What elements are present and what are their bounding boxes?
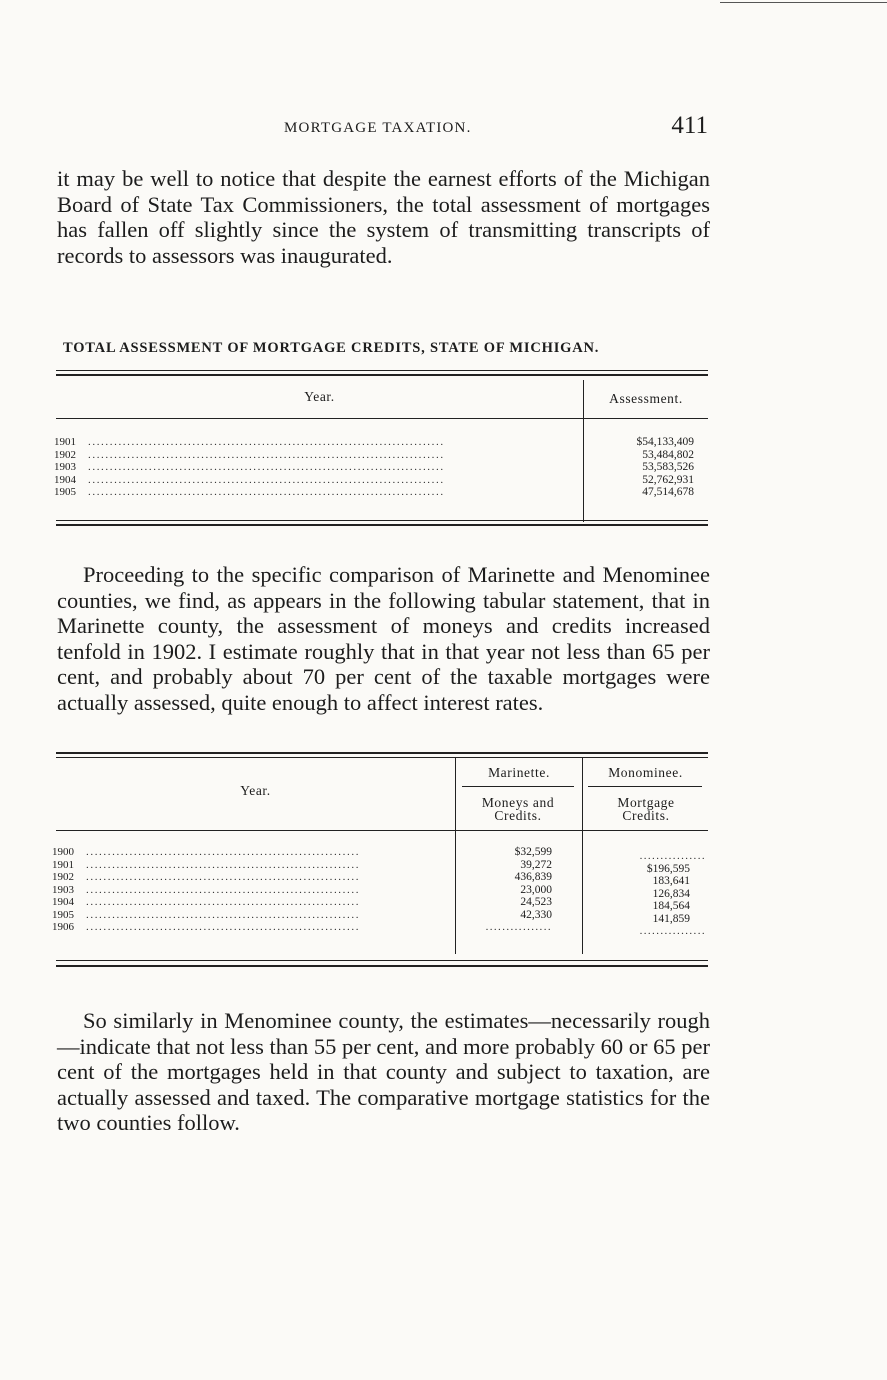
running-title: MORTGAGE TAXATION. — [284, 120, 472, 136]
top-edge-rule — [720, 2, 887, 3]
table-2-marinette-column — [458, 846, 552, 934]
table-row: 1903 ............................................................... — [52, 883, 361, 896]
marinette-cell: 436,839 — [514, 871, 552, 883]
menominee-cell: ................ — [639, 850, 706, 862]
page-number: 411 — [671, 112, 708, 139]
table-row: 1904 .................................................................................. — [54, 473, 445, 486]
table-2-subheader-menominee: Mortgage Credits. — [617, 795, 675, 823]
assessment-cell: 52,762,931 — [642, 473, 694, 486]
table-row: 1900 ............................................................... — [52, 846, 361, 858]
table-2-header-marinette: Marinette. — [488, 765, 550, 780]
table-1-header-year: Year. — [304, 389, 335, 404]
assessment-cell: 47,514,678 — [642, 486, 694, 498]
marinette-cell: 23,000 — [520, 883, 552, 896]
table-1-bottom-rule-thin — [56, 520, 708, 521]
table-2-year-column — [52, 846, 454, 934]
marinette-cell: 24,523 — [520, 896, 552, 908]
table-1-top-rule-thick — [56, 374, 708, 376]
table-1-caption: TOTAL ASSESSMENT OF MORTGAGE CREDITS, STATE OF MICHIGAN. — [63, 340, 600, 356]
table-2-menominee-column — [584, 850, 706, 938]
menominee-cell: 183,641 — [652, 875, 690, 887]
table-1-bottom-rule-thick — [56, 524, 708, 526]
table-2-divider-2 — [582, 758, 583, 954]
marinette-cell: 39,272 — [520, 858, 552, 871]
table-row: 1901 ............................................................... — [52, 858, 361, 871]
table-2-marinette-group-rule — [462, 786, 574, 787]
paragraph-1: it may be well to notice that despite the earnest efforts of the Michigan Board of State Tax Commissioners, the total assessment of mortgages has fallen off slightly since the system of transmitting transcripts of records to assessors was inaugurated. — [57, 166, 710, 268]
menominee-cell: $196,595 — [646, 862, 690, 875]
menominee-cell: 126,834 — [652, 887, 690, 900]
table-2-bottom-rule-thin — [56, 960, 708, 961]
table-row: 1905 ............................................................... — [52, 908, 361, 921]
table-row: 1905 .................................................................................. — [54, 486, 445, 498]
table-2-top-rule-thin — [56, 757, 708, 758]
running-head — [56, 112, 708, 146]
menominee-cell: 184,564 — [652, 900, 690, 912]
marinette-cell: $32,599 — [514, 846, 552, 858]
table-2-subheader-marinette: Moneys and Credits. — [481, 795, 555, 823]
table-1-top-rule-thin — [56, 370, 708, 371]
table-2-header-menominee: Monominee. — [608, 765, 683, 780]
marinette-cell: 42,330 — [520, 908, 552, 921]
assessment-cell: 53,484,802 — [642, 448, 694, 461]
table-1-year-column — [54, 436, 581, 499]
table-2-top-rule-thick — [56, 752, 708, 754]
paragraph-2: Proceeding to the specific comparison of Marinette and Menominee counties, we find, as appears in the following tabular statement, that in Marinette county, the assessment of moneys and credits increased tenfold in 1902. I estimate roughly that in that year not less than 65 per cent, and probably about 70 per cent of the taxable mortgages were actually assessed, quite enough to affect interest rates. — [57, 562, 710, 715]
table-row: 1906 ............................................................... — [52, 921, 361, 933]
table-row: 1901 .................................................................................. — [54, 436, 445, 448]
table-2-header-year: Year. — [240, 783, 271, 798]
paragraph-3: So similarly in Menominee county, the estimates—necessarily rough—indicate that not less than 55 per cent, and more probably 60 or 65 per cent of the mortgages held in that county and subject to taxation, are actually assessed and taxed. The comparative mortgage statistics for the two counties follow. — [57, 1008, 710, 1135]
marinette-cell: ................ — [485, 921, 552, 933]
assessment-cell: 53,583,526 — [642, 461, 694, 473]
assessment-cell: $54,133,409 — [636, 436, 694, 448]
table-2-header-rule — [56, 830, 708, 831]
table-1-assessment-column — [584, 436, 694, 499]
table-row: 1904 ............................................................... — [52, 896, 361, 908]
table-1-header-assessment: Assessment. — [609, 391, 683, 406]
table-row: 1902 .................................................................................. — [54, 448, 445, 461]
table-2-bottom-rule-thick — [56, 965, 708, 967]
table-row: 1902 ............................................................... — [52, 871, 361, 883]
menominee-cell: 141,859 — [652, 912, 690, 925]
table-1-header-rule — [56, 418, 708, 419]
table-2-divider-1 — [455, 758, 456, 954]
table-2-menominee-group-rule — [588, 786, 702, 787]
menominee-cell: ................ — [639, 925, 706, 937]
table-row: 1903 .................................................................................. — [54, 461, 445, 473]
